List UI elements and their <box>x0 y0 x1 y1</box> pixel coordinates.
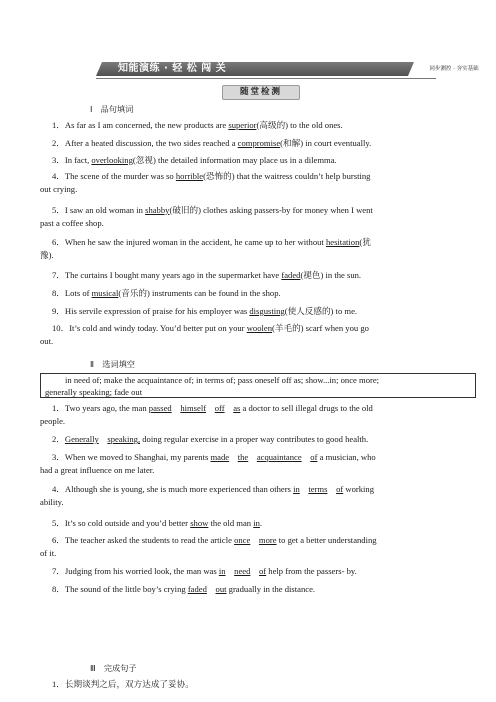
question-line <box>40 484 488 495</box>
question-text: 4．The scene of the murder was so <box>52 171 176 181</box>
question-text: 5．I saw an old woman in <box>52 205 146 215</box>
question-text: (破旧的) clothes asking passers-by for money when I went <box>169 205 373 215</box>
question-text: working <box>343 484 375 494</box>
answer-word: himself <box>180 403 207 413</box>
question-text: (犹 <box>359 237 371 247</box>
question-line <box>40 237 488 248</box>
question-text: . <box>259 518 263 528</box>
question-line <box>40 250 476 261</box>
answer-word: Generally <box>64 434 99 444</box>
answer-word: acquaintance <box>256 452 302 462</box>
question-text: people. <box>40 416 66 426</box>
question-text: had a great influence on me later. <box>40 465 155 475</box>
question-text: (恐怖的) that the waitress couldn’t help bursting <box>203 171 371 181</box>
question-text: 4．Although she is young, she is much more experienced than others <box>52 484 294 494</box>
section-tag: 随堂检测 <box>222 85 300 100</box>
answer-word: passed <box>148 403 172 413</box>
question-text: 2．After a heated discussion, the two sides reached a <box>52 138 238 148</box>
question-text: (高级的) to the old ones. <box>256 120 343 130</box>
question-text <box>250 566 259 576</box>
answer-word: in <box>253 518 260 528</box>
answer-word: musical <box>91 288 119 298</box>
question-text: 8．The sound of the little boy’s crying <box>52 584 188 594</box>
question-line <box>40 155 488 166</box>
answer-word: in <box>218 566 226 576</box>
answer-word: hesitation <box>325 237 360 247</box>
banner-subtitle: 同步测控 · 夯实基础 <box>429 66 479 72</box>
question-text: 10．It’s cold and windy today. You’d better put on your <box>52 323 247 333</box>
question-text: (和解) in court eventually. <box>280 138 372 148</box>
answer-word: overlooking <box>91 155 133 165</box>
question-text: gradually in the distance. <box>226 584 316 594</box>
answer-word: made <box>210 452 230 462</box>
answer-word: off <box>214 403 225 413</box>
answer-word: of <box>310 452 318 462</box>
question-line <box>40 452 488 463</box>
answer-word: superior <box>228 120 257 130</box>
question-line <box>40 434 488 445</box>
question-line <box>40 270 488 281</box>
question-text <box>327 484 336 494</box>
answer-word: of <box>336 484 344 494</box>
answer-word: show <box>190 518 209 528</box>
question-text: of it. <box>40 548 57 558</box>
answer-word: the <box>237 452 249 462</box>
question-text: 1．As far as I am concerned, the new products are <box>52 120 229 130</box>
question-text: 7．The curtains I bought many years ago in the supermarket have <box>52 270 282 280</box>
answer-word: speaking, <box>107 434 141 444</box>
question-text: past a coffee shop. <box>40 218 104 228</box>
question-line <box>40 205 488 216</box>
answer-word: as <box>233 403 241 413</box>
answer-word: disgusting <box>249 306 285 316</box>
question-text: (羊毛的) scarf when you go <box>272 323 369 333</box>
answer-word: woolen <box>246 323 273 333</box>
question-text: (音乐的) instruments can be found in the shop. <box>118 288 281 298</box>
part1-heading: Ⅰ 品句填词 <box>90 104 134 114</box>
question-line <box>40 548 476 559</box>
question-line <box>40 497 476 508</box>
question-text: 3．In fact, <box>52 155 92 165</box>
word-bank-line: generally speaking; fade out <box>45 387 143 397</box>
question-text <box>229 452 238 462</box>
question-text: doing regular exercise in a proper way contributes to good health. <box>140 434 369 444</box>
question-line <box>40 171 488 182</box>
question-line <box>40 288 488 299</box>
question-line <box>40 566 488 577</box>
word-bank-line: in need of; make the acquaintance of; in terms of; pass oneself off as; show...in; once more; <box>65 375 380 385</box>
answer-word: faded <box>187 584 207 594</box>
answer-word: shabby <box>145 205 170 215</box>
question-text: ability. <box>40 497 64 507</box>
question-text: 9．His servile expression of praise for his employer was <box>52 306 250 316</box>
question-text: out crying. <box>40 184 78 194</box>
answer-word: of <box>258 566 267 576</box>
answer-word: need <box>234 566 251 576</box>
question-line <box>40 403 488 414</box>
question-text: 5．It’s so cold outside and you’d better <box>52 518 191 528</box>
question-text: 2． <box>52 434 65 444</box>
question-text: (使人反感的) to me. <box>284 306 358 316</box>
question-line <box>40 120 488 131</box>
question-text: help from the passers- by. <box>266 566 357 576</box>
question-line <box>40 323 488 334</box>
question-text: (忽视) the detailed information may place us in a dilemma. <box>132 155 337 165</box>
question-line <box>40 184 476 195</box>
question-line <box>40 218 476 229</box>
question-line <box>40 138 488 149</box>
question-text: 6．When he saw the injured woman in the accident, he came up to her without <box>52 237 326 247</box>
answer-word: horrible <box>175 171 204 181</box>
banner-title: 知能演练 · 轻 松 闯 关 <box>118 63 227 74</box>
answer-word: once <box>234 535 251 545</box>
question-text: out. <box>40 336 54 346</box>
question-line <box>40 465 476 476</box>
question-line <box>40 306 488 317</box>
question-text: 6．The teacher asked the students to read the article <box>52 535 235 545</box>
question-line <box>40 679 488 690</box>
question-text <box>207 584 216 594</box>
answer-word: in <box>293 484 300 494</box>
question-text: a doctor to sell illegal drugs to the old <box>240 403 373 413</box>
question-text <box>248 452 257 462</box>
question-text: 1．长期谈判之后，双方达成了妥协。 <box>52 679 194 689</box>
header-rule <box>96 78 436 79</box>
answer-word: out <box>215 584 227 594</box>
question-text: to get a better understanding <box>276 535 377 545</box>
question-text <box>250 535 259 545</box>
question-text: 7．Judging from his worried look, the man was <box>52 566 219 576</box>
question-text <box>226 566 235 576</box>
question-text: 豫). <box>40 250 54 260</box>
answer-word: more <box>258 535 277 545</box>
question-text: the old man <box>208 518 254 528</box>
question-line <box>40 518 488 529</box>
question-text: (褪色) in the sun. <box>300 270 362 280</box>
question-text: 3．When we moved to Shanghai, my parents <box>52 452 211 462</box>
question-text <box>302 452 311 462</box>
word-bank-box <box>40 373 476 398</box>
answer-word: compromise <box>237 138 281 148</box>
question-line <box>40 416 476 427</box>
answer-word: terms <box>308 484 328 494</box>
question-line <box>40 584 488 595</box>
question-text <box>206 403 215 413</box>
question-line <box>40 535 488 546</box>
question-text <box>225 403 234 413</box>
question-text: a musician, who <box>317 452 376 462</box>
question-text: 1．Two years ago, the man <box>52 403 149 413</box>
question-text: 8．Lots of <box>52 288 92 298</box>
question-line <box>40 336 476 347</box>
part3-heading: Ⅲ 完成句子 <box>90 663 137 673</box>
part2-heading: Ⅱ 选词填空 <box>90 359 135 369</box>
answer-word: faded <box>281 270 301 280</box>
